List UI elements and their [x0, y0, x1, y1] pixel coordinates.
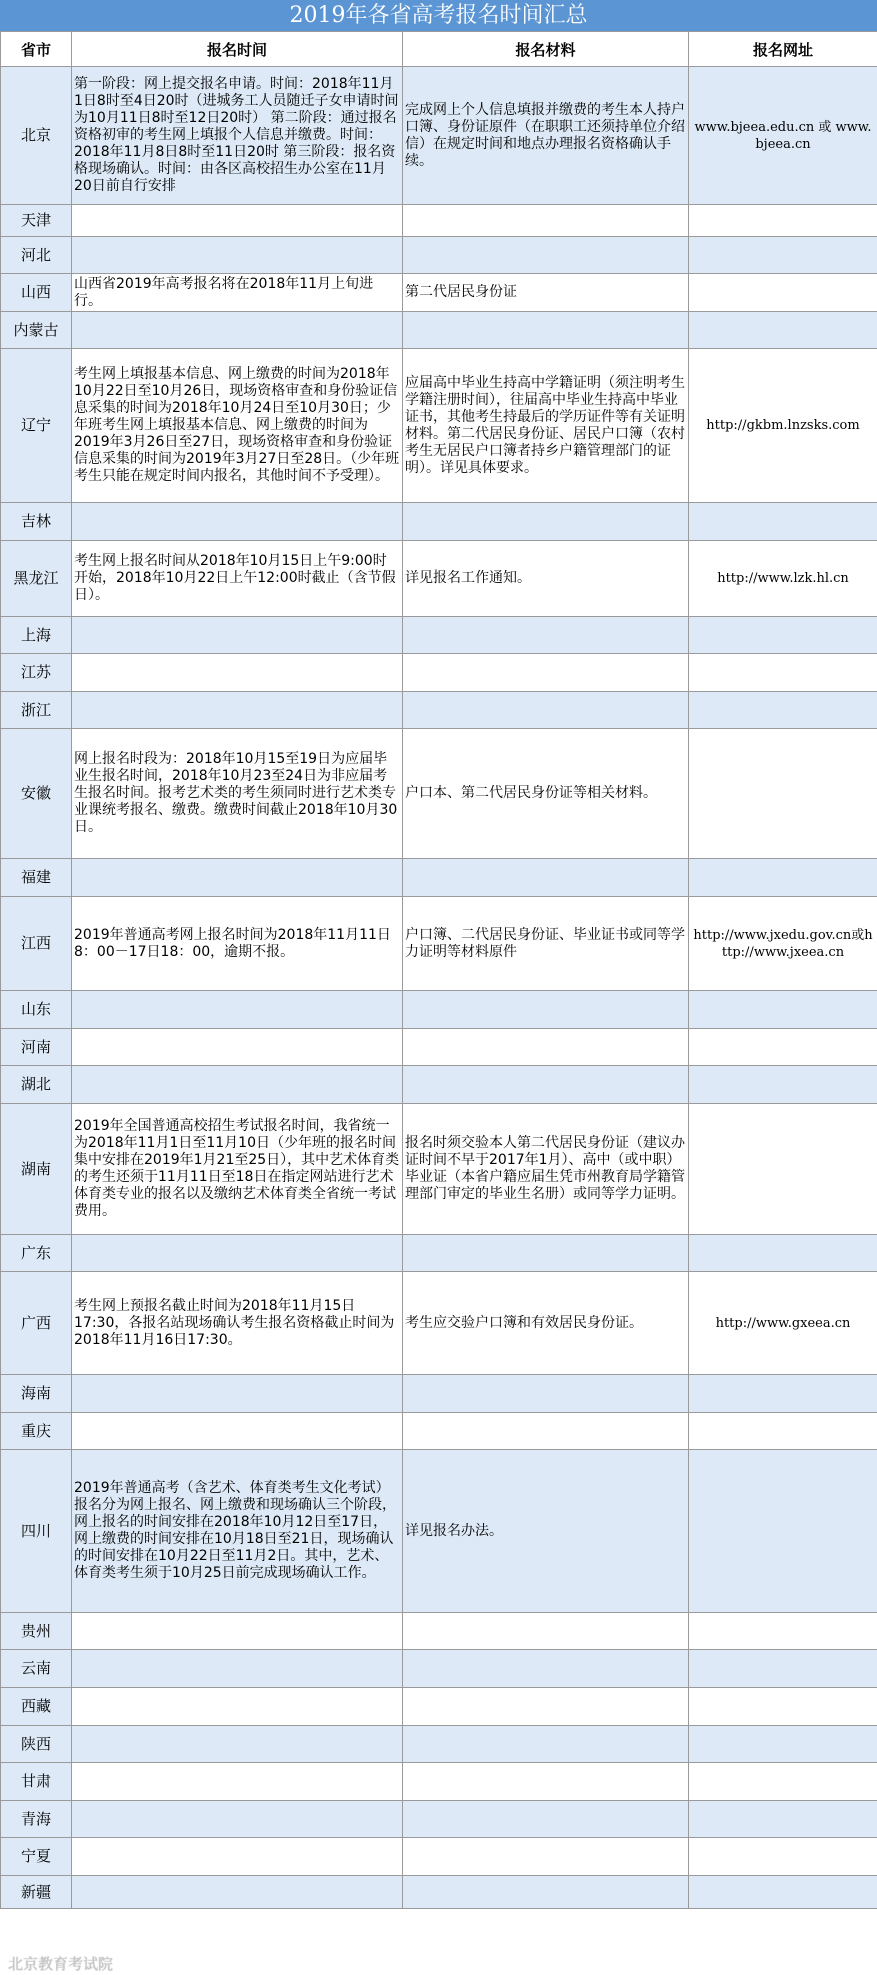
materials-cell: 详见报名工作通知。 [403, 541, 689, 617]
province-cell: 甘肃 [1, 1763, 72, 1801]
province-cell: 广西 [1, 1272, 72, 1375]
time-cell [72, 312, 403, 349]
province-cell: 上海 [1, 617, 72, 654]
province-cell: 四川 [1, 1450, 72, 1613]
time-cell [72, 1726, 403, 1763]
time-cell [72, 237, 403, 274]
website-cell: http://www.lzk.hl.cn [689, 541, 877, 617]
table-row [1, 312, 877, 349]
table-row [1, 1235, 877, 1272]
website-cell [689, 617, 877, 654]
materials-cell: 第二代居民身份证 [403, 274, 689, 312]
materials-cell [403, 991, 689, 1029]
website-cell [689, 1029, 877, 1066]
materials-cell [403, 503, 689, 541]
materials-cell [403, 1726, 689, 1763]
materials-cell [403, 1235, 689, 1272]
website-cell [689, 729, 877, 859]
table-row [1, 1413, 877, 1450]
website-cell [689, 654, 877, 692]
website-cell [689, 1450, 877, 1613]
table-row [1, 897, 877, 991]
table-row [1, 991, 877, 1029]
table-row [1, 1450, 877, 1613]
table-row [1, 1801, 877, 1838]
table-row [1, 205, 877, 237]
time-cell [72, 1650, 403, 1688]
province-cell: 辽宁 [1, 349, 72, 503]
materials-cell [403, 1375, 689, 1413]
time-cell: 考生网上预报名截止时间为2018年11月15日17:30，各报名站现场确认考生报名资格截止时间为2018年11月16日17:30。 [72, 1272, 403, 1375]
table-row [1, 1066, 877, 1104]
materials-cell [403, 1650, 689, 1688]
materials-cell [403, 1763, 689, 1801]
time-cell [72, 1801, 403, 1838]
time-cell [72, 1235, 403, 1272]
materials-cell [403, 237, 689, 274]
time-cell: 山西省2019年高考报名将在2018年11月上旬进行。 [72, 274, 403, 312]
time-cell [72, 205, 403, 237]
website-cell: http://www.gxeea.cn [689, 1272, 877, 1375]
table-row [1, 1272, 877, 1375]
time-cell [72, 692, 403, 729]
header-row [1, 32, 877, 67]
materials-cell [403, 1801, 689, 1838]
website-cell [689, 312, 877, 349]
website-cell [689, 503, 877, 541]
time-cell: 考生网上报名时间从2018年10月15日上午9:00时开始，2018年10月22日上午12:00时截止（含节假日）。 [72, 541, 403, 617]
time-cell [72, 617, 403, 654]
header-province: 省市 [1, 32, 72, 67]
website-cell [689, 859, 877, 897]
province-cell: 北京 [1, 67, 72, 205]
table-row [1, 1838, 877, 1876]
table-row [1, 859, 877, 897]
table-row [1, 1613, 877, 1650]
website-cell: www.bjeea.edu.cn 或 www.bjeea.cn [689, 67, 877, 205]
website-cell [689, 1838, 877, 1876]
table-row [1, 654, 877, 692]
website-cell [689, 991, 877, 1029]
materials-cell [403, 1413, 689, 1450]
time-cell [72, 1066, 403, 1104]
time-cell [72, 1413, 403, 1450]
province-cell: 重庆 [1, 1413, 72, 1450]
website-cell: http://gkbm.lnzsks.com [689, 349, 877, 503]
materials-cell [403, 312, 689, 349]
time-cell [72, 1838, 403, 1876]
website-cell [689, 274, 877, 312]
province-cell: 云南 [1, 1650, 72, 1688]
header-materials: 报名材料 [403, 32, 689, 67]
province-cell: 山东 [1, 991, 72, 1029]
website-cell [689, 1876, 877, 1909]
table-row [1, 503, 877, 541]
materials-cell [403, 617, 689, 654]
province-cell: 山西 [1, 274, 72, 312]
materials-cell [403, 1029, 689, 1066]
materials-cell [403, 692, 689, 729]
table-row [1, 67, 877, 205]
time-cell [72, 1763, 403, 1801]
table-row [1, 1876, 877, 1909]
table-row [1, 237, 877, 274]
time-cell [72, 1029, 403, 1066]
materials-cell [403, 859, 689, 897]
province-cell: 陕西 [1, 1726, 72, 1763]
website-cell [689, 1650, 877, 1688]
time-cell: 2019年普通高考（含艺术、体育类考生文化考试）报名分为网上报名、网上缴费和现场确认三个阶段，网上报名的时间安排在2018年10月12日至17日，网上缴费的时间安排在10月18日至21日，现场确认的时间安排在10月22日至11月2日。其中，艺术、体育类考生须于10月25日前完成现场确认工作。 [72, 1450, 403, 1613]
website-cell [689, 1688, 877, 1726]
materials-cell [403, 1688, 689, 1726]
province-cell: 浙江 [1, 692, 72, 729]
materials-cell: 报名时须交验本人第二代居民身份证（建议办证时间不早于2017年1月）、高中（或中职）毕业证（本省户籍应届生凭市州教育局学籍管理部门审定的毕业生名册）或同等学力证明。 [403, 1104, 689, 1235]
materials-cell [403, 1876, 689, 1909]
watermark: 北京教育考试院 [8, 1955, 114, 1973]
materials-cell: 户口本、第二代居民身份证等相关材料。 [403, 729, 689, 859]
province-cell: 贵州 [1, 1613, 72, 1650]
table-row [1, 1650, 877, 1688]
province-cell: 湖南 [1, 1104, 72, 1235]
province-cell: 河北 [1, 237, 72, 274]
table-row [1, 541, 877, 617]
time-cell: 考生网上填报基本信息、网上缴费的时间为2018年10月22日至10月26日，现场资格审查和身份验证信息采集的时间为2018年10月24日至10月30日；少年班考生网上填报基本信息、网上缴费的时间为2019年3月26日至27日，现场资格审查和身份验证信息采集的时间为2019年3月27日至28日。（少年班考生只能在规定时间内报名，其他时间不予受理）。 [72, 349, 403, 503]
website-cell [689, 1413, 877, 1450]
materials-cell [403, 654, 689, 692]
time-cell: 网上报名时段为：2018年10月15至19日为应届毕业生报名时间，2018年10月23至24日为非应届考生报名时间。报考艺术类的考生须同时进行艺术类专业课统考报名、缴费。缴费时间截止2018年10月30日。 [72, 729, 403, 859]
province-cell: 湖北 [1, 1066, 72, 1104]
website-cell [689, 1763, 877, 1801]
materials-cell [403, 205, 689, 237]
province-cell: 宁夏 [1, 1838, 72, 1876]
materials-cell: 户口簿、二代居民身份证、毕业证书或同等学力证明等材料原件 [403, 897, 689, 991]
province-cell: 河南 [1, 1029, 72, 1066]
materials-cell: 应届高中毕业生持高中学籍证明（须注明考生学籍注册时间），往届高中毕业生持高中毕业证书，其他考生持最后的学历证件等有关证明材料。第二代居民身份证、居民户口簿（农村考生无居民户口簿者持乡户籍管理部门的证明）。详见具体要求。 [403, 349, 689, 503]
website-cell [689, 1104, 877, 1235]
province-cell: 新疆 [1, 1876, 72, 1909]
province-cell: 内蒙古 [1, 312, 72, 349]
registration-table [0, 31, 877, 1909]
website-cell [689, 1613, 877, 1650]
province-cell: 广东 [1, 1235, 72, 1272]
materials-cell [403, 1613, 689, 1650]
time-cell [72, 654, 403, 692]
table-row [1, 1763, 877, 1801]
time-cell [72, 1876, 403, 1909]
table-row [1, 617, 877, 654]
time-cell [72, 991, 403, 1029]
website-cell [689, 205, 877, 237]
website-cell [689, 237, 877, 274]
time-cell [72, 859, 403, 897]
time-cell: 2019年普通高考网上报名时间为2018年11月11日8：00－17日18：00，逾期不报。 [72, 897, 403, 991]
website-cell [689, 1375, 877, 1413]
province-cell: 江苏 [1, 654, 72, 692]
time-cell [72, 503, 403, 541]
time-cell: 第一阶段：网上提交报名申请。时间：2018年11月1日8时至4日20时（进城务工人员随迁子女申请时间为10月11日8时至12日20时） 第二阶段：通过报名资格初审的考生网上填报个人信息并缴费。时间：2018年11月8日8时至11日20时 第三阶段：报名资格现场确认。时间：由各区高校招生办公室在11月20日前自行安排 [72, 67, 403, 205]
table-row [1, 1726, 877, 1763]
table-row [1, 274, 877, 312]
province-cell: 安徽 [1, 729, 72, 859]
time-cell [72, 1375, 403, 1413]
materials-cell [403, 1838, 689, 1876]
province-cell: 吉林 [1, 503, 72, 541]
province-cell: 福建 [1, 859, 72, 897]
website-cell: http://www.jxedu.gov.cn或http://www.jxeea.cn [689, 897, 877, 991]
table-row [1, 1029, 877, 1066]
province-cell: 海南 [1, 1375, 72, 1413]
table-row [1, 1375, 877, 1413]
province-cell: 天津 [1, 205, 72, 237]
website-cell [689, 1066, 877, 1104]
header-website: 报名网址 [689, 32, 877, 67]
table-row [1, 1688, 877, 1726]
table-title: 2019年各省高考报名时间汇总 [0, 0, 877, 32]
time-cell [72, 1688, 403, 1726]
materials-cell: 完成网上个人信息填报并缴费的考生本人持户口簿、身份证原件（在职职工还须持单位介绍信）在规定时间和地点办理报名资格确认手续。 [403, 67, 689, 205]
table-row [1, 1104, 877, 1235]
province-cell: 江西 [1, 897, 72, 991]
province-cell: 黑龙江 [1, 541, 72, 617]
header-time: 报名时间 [72, 32, 403, 67]
province-cell: 青海 [1, 1801, 72, 1838]
website-cell [689, 1801, 877, 1838]
table-row [1, 692, 877, 729]
table-body [1, 67, 877, 1909]
time-cell: 2019年全国普通高校招生考试报名时间，我省统一为2018年11月1日至11月10日（少年班的报名时间集中安排在2019年1月21至25日），其中艺术体育类的考生还须于11月11日至18日在指定网站进行艺术体育类专业的报名以及缴纳艺术体育类全省统一考试费用。 [72, 1104, 403, 1235]
table-row [1, 729, 877, 859]
table-row [1, 349, 877, 503]
materials-cell: 详见报名办法。 [403, 1450, 689, 1613]
website-cell [689, 692, 877, 729]
materials-cell: 考生应交验户口簿和有效居民身份证。 [403, 1272, 689, 1375]
materials-cell [403, 1066, 689, 1104]
website-cell [689, 1726, 877, 1763]
province-cell: 西藏 [1, 1688, 72, 1726]
time-cell [72, 1613, 403, 1650]
website-cell [689, 1235, 877, 1272]
